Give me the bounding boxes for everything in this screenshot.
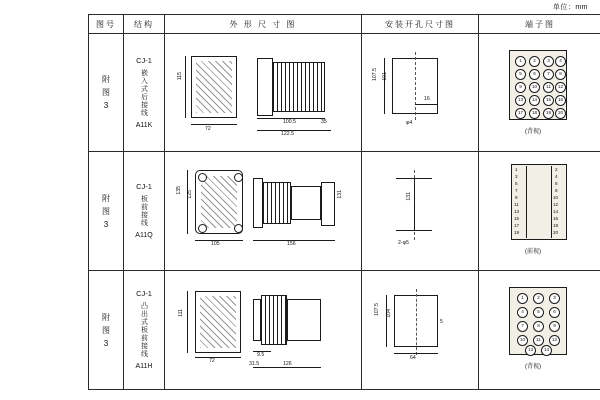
terminal-pin: 2: [529, 56, 540, 67]
row-structure-cell: [124, 34, 165, 152]
terminal-pin: 8: [555, 69, 566, 80]
dim-line-135: [187, 170, 188, 234]
terminal-plate: [511, 164, 567, 240]
terminal-pin: 1: [517, 293, 528, 304]
row-no-line1: 附: [102, 312, 110, 322]
row-number-cell: [89, 34, 124, 152]
terminal-right-label: 10: [553, 195, 559, 200]
hole-drawing-cell: [362, 271, 479, 390]
terminal-pin: 6: [549, 307, 560, 318]
row-structure-cell: [124, 152, 165, 271]
header-struct: 结构: [124, 15, 165, 34]
terminal-pin: 14: [529, 95, 540, 106]
dim-111: 111: [178, 309, 184, 317]
terminal-pin: 11: [533, 335, 544, 346]
dim-2-phi5: 2-φ5: [398, 240, 409, 246]
dim-64: 64: [410, 355, 416, 361]
terminal-left-label: 13: [514, 209, 520, 214]
structure-type: 凸出式板前接线: [140, 302, 148, 358]
dim-105: 105: [211, 241, 220, 247]
terminal-pin: 11: [543, 82, 554, 93]
shape-drawing-cell: [165, 152, 362, 271]
structure-model: CJ-1: [136, 182, 152, 191]
side-flange: [253, 178, 263, 228]
dim-107-5: 107.5: [372, 68, 378, 81]
terminal-pin: 12: [549, 335, 560, 346]
terminal-pin: 10: [529, 82, 540, 93]
terminal-pin: 18: [529, 108, 540, 119]
dim-135: 135: [176, 186, 182, 195]
structure-code: A11Q: [135, 232, 153, 239]
terminal-right-label: 20: [553, 230, 559, 235]
terminal-left-label: 7: [515, 188, 518, 193]
terminal-right-label: 2: [555, 167, 558, 172]
side-terminal-block: [321, 182, 335, 226]
terminal-right-label: 12: [553, 202, 559, 207]
dim-16: 16: [424, 96, 430, 102]
terminal-drawing-cell: [479, 152, 600, 271]
terminal-right-label: 4: [555, 174, 558, 179]
hole-drawing-cell: [362, 34, 479, 152]
header-hole: 安装开孔尺寸图: [362, 15, 479, 34]
terminal-pin: 19: [543, 108, 554, 119]
row-no-line1: 附: [102, 193, 110, 203]
side-rear: [287, 299, 321, 341]
dim-72: 72: [209, 358, 215, 364]
terminal-pin: 8: [533, 321, 544, 332]
dim-125: 125: [187, 190, 193, 199]
dim-107-5: 107.5: [374, 303, 380, 316]
dim-line-16: [415, 104, 438, 105]
row-number-cell: [89, 271, 124, 390]
dim-72: 72: [205, 126, 211, 132]
table-row: [89, 34, 600, 152]
terminal-pin: 4: [517, 307, 528, 318]
dim-101: 101: [382, 72, 388, 81]
terminal-pin: 5: [515, 69, 526, 80]
row-no-line1: 附: [102, 75, 110, 84]
dim-122-5: 122.5: [281, 131, 294, 137]
mount-hole-icon: [198, 173, 207, 182]
dim-35: 35: [321, 119, 327, 125]
header-no: 图号: [89, 15, 124, 34]
structure-type: 板前接线: [140, 195, 148, 227]
hole-drawing-cell: [362, 152, 479, 271]
dim-115: 115: [177, 72, 183, 81]
structure-type: 嵌入式后接线: [140, 68, 148, 117]
terminal-pin: 3: [549, 293, 560, 304]
terminal-pin: 6: [529, 69, 540, 80]
structure-model: CJ-1: [136, 289, 152, 298]
dim-line-1225: [257, 130, 331, 131]
dim-31-5: 31.5: [249, 361, 260, 367]
dim-line-111: [187, 291, 188, 353]
terminal-pin: 15: [543, 95, 554, 106]
dim-156: 156: [287, 241, 296, 247]
terminal-pin: 2: [533, 293, 544, 304]
terminal-pin: 9: [549, 321, 560, 332]
terminal-pin: 10: [517, 335, 528, 346]
terminal-drawing-cell: [479, 34, 600, 152]
terminal-left-label: 11: [514, 202, 519, 207]
hole-dim-line-131: [414, 178, 415, 230]
terminal-right-label: 18: [553, 223, 559, 228]
dim-line-107-5: [386, 295, 387, 347]
terminal-caption: (前视): [525, 249, 541, 255]
terminal-pin: 16: [555, 95, 566, 106]
side-flange: [253, 299, 261, 341]
structure-code: A11K: [135, 121, 153, 129]
terminal-diagram-2: [479, 152, 600, 270]
dim-line-126: [253, 367, 321, 368]
shape-drawing-cell: [165, 271, 362, 390]
dim-5: 5: [440, 319, 443, 325]
terminal-right-label: 8: [555, 188, 558, 193]
side-rear: [291, 186, 321, 220]
terminal-left-label: 9: [515, 195, 518, 200]
dim-line-72: [195, 357, 241, 358]
mount-hole-icon: [234, 224, 243, 233]
row-number-cell: [89, 152, 124, 271]
terminal-caption: (背视): [525, 129, 541, 135]
table-row: [89, 152, 600, 271]
dim-131: 131: [406, 192, 412, 201]
dim-9-5: 9.5: [257, 352, 265, 358]
dim-126: 126: [283, 361, 292, 367]
side-view-body: [273, 62, 325, 112]
terminal-drawing-cell: [479, 271, 600, 390]
side-view-flange: [257, 58, 273, 116]
terminal-pin: 3: [543, 56, 554, 67]
table-row: [89, 271, 600, 390]
row-no-line3: 3: [103, 338, 109, 348]
unit-note: 单位：mm: [552, 4, 588, 11]
dim-100-5: 100.5: [283, 119, 296, 125]
terminal-left-label: 5: [515, 181, 518, 186]
hole-bottom-line: [396, 230, 432, 231]
front-plate-hatch: [201, 176, 237, 228]
terminal-pin: 7: [543, 69, 554, 80]
terminal-pin: 20: [555, 108, 566, 119]
hole-drawing-3: [362, 271, 478, 389]
terminal-pin: 5: [533, 307, 544, 318]
terminal-pin: 13: [525, 345, 536, 356]
terminal-pin: 9: [515, 82, 526, 93]
height-dim-line: [185, 56, 186, 118]
side-body: [261, 295, 287, 345]
width-dim-line: [191, 124, 237, 125]
terminal-pin: 4: [555, 56, 566, 67]
terminal-left-label: 19: [514, 230, 520, 235]
shape-drawing-cell: [165, 34, 362, 152]
terminal-pin: 12: [555, 82, 566, 93]
terminal-pin: 1: [515, 56, 526, 67]
hole-drawing-2: [362, 152, 478, 270]
terminal-left-label: 3: [515, 174, 518, 179]
side-body: [263, 182, 291, 224]
shape-drawing-1: [165, 34, 361, 151]
row-no-line2: 图: [102, 325, 110, 335]
header-term: 端子图: [479, 15, 600, 34]
mount-hole-icon: [234, 173, 243, 182]
row-no-line3: 3: [103, 219, 109, 229]
structure-code: A11H: [135, 363, 153, 370]
terminal-caption: (背视): [525, 364, 541, 370]
centerline-v: [415, 52, 416, 120]
hole-drawing-1: [362, 34, 478, 151]
front-view-hatch: [196, 61, 232, 113]
terminal-pin: 7: [517, 321, 528, 332]
centerline-v: [416, 289, 417, 355]
row-no-line3: 3: [103, 101, 109, 110]
hole-height-line: [384, 58, 385, 114]
terminal-right-label: 6: [555, 181, 558, 186]
front-view-hatch: [200, 296, 236, 348]
row-structure-cell: [124, 271, 165, 390]
terminal-col-divider: [551, 166, 552, 238]
shape-drawing-2: [165, 152, 361, 270]
shape-drawing-3: [165, 271, 361, 389]
terminal-pin: 17: [515, 108, 526, 119]
table-header-row: [89, 15, 600, 34]
spec-table: [88, 14, 600, 390]
terminal-col-divider: [526, 166, 527, 238]
structure-model: CJ-1: [136, 55, 152, 65]
terminal-left-label: 1: [515, 167, 518, 172]
dim-line-64: [394, 353, 438, 354]
dim-104: 104: [386, 309, 392, 318]
mount-hole-icon: [198, 224, 207, 233]
row-no-line2: 图: [102, 88, 110, 97]
terminal-diagram-3: [479, 271, 600, 389]
terminal-pin: 13: [515, 95, 526, 106]
terminal-right-label: 14: [553, 209, 559, 214]
dim-phi4: φ4: [406, 120, 413, 126]
terminal-diagram-1: [479, 34, 600, 151]
terminal-left-label: 17: [514, 223, 520, 228]
terminal-pin: 14: [541, 345, 552, 356]
header-shape: 外 形 尺 寸 图: [165, 15, 362, 34]
terminal-right-label: 16: [553, 216, 559, 221]
terminal-left-label: 15: [514, 216, 520, 221]
row-no-line2: 图: [102, 206, 110, 216]
dim-131: 131: [337, 190, 343, 199]
